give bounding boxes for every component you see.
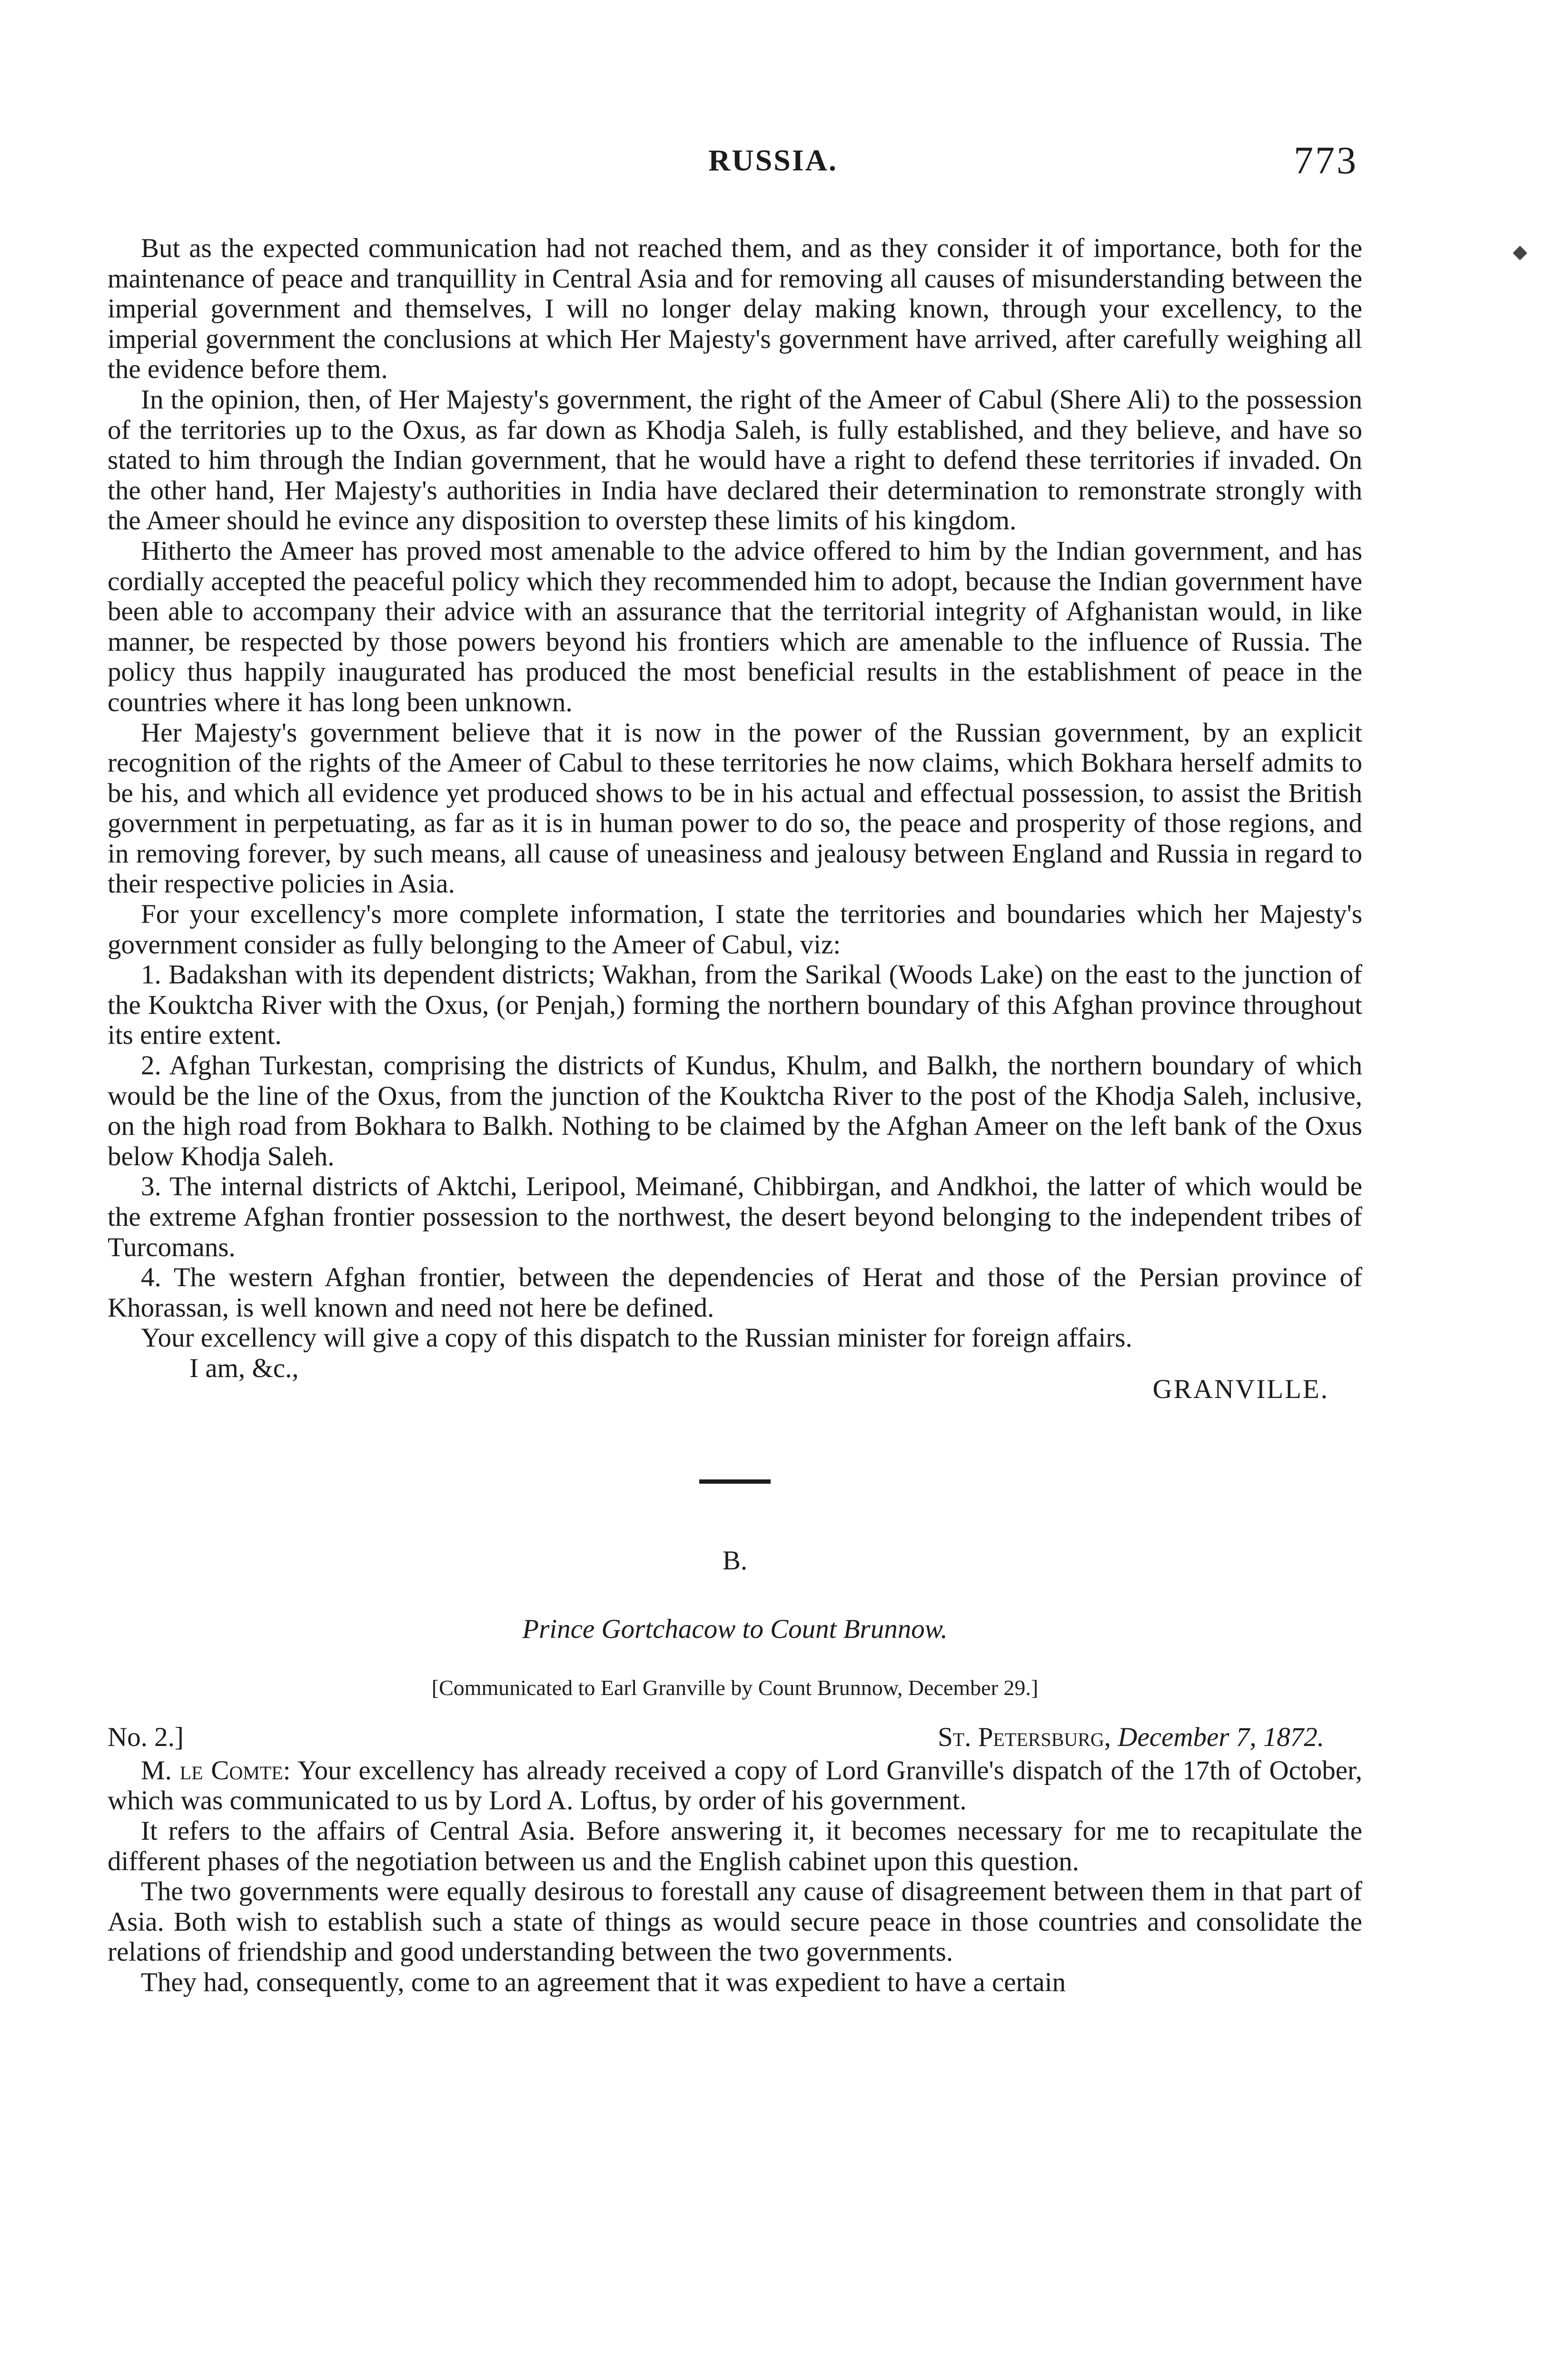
salutation: I am, &c., [189,1353,299,1383]
section-divider [699,1479,771,1484]
paragraph: Hitherto the Ameer has proved most amenable to the advice offered to him by the Indian government, and has cordially accepted the peaceful policy which they recommended him to adopt, because the Indian government have been able to accompany their advice with an assurance that the territorial integrity of Afghanistan would, in like manner, be respected by those powers beyond his frontiers which are amenable to the influence of Russia. The policy thus happily inaugurated has produced the most beneficial results in the establishment of peace in the countries where it has long been unknown. [108,536,1362,717]
place-date [938,1722,1324,1753]
paragraph: They had, consequently, come to an agreement that it was expedient to have a certain [141,1967,1066,1997]
salutation-opening: M. le Comte [141,1755,283,1785]
running-head: RUSSIA. [708,143,838,177]
signature: GRANVILLE. [1152,1374,1329,1404]
dateline [108,1722,1362,1755]
list-item: 3. The internal districts of Aktchi, Leripool, Meimané, Chibbirgan, and Andkhoi, the latter of which would be the extreme Afghan frontier possession to the northwest, the desert beyond belonging to the independent tribes of Turcomans. [108,1171,1362,1262]
page-number: 773 [1294,139,1358,182]
list-item: 1. Badakshan with its dependent districts; Wakhan, from the Sarikal (Woods Lake) on the east to the junction of the Kouktcha River with the Oxus, (or Penjah,) forming the northern boundary of this Afghan province throughout its entire extent. [108,960,1362,1051]
paragraph [108,1755,1362,1816]
paragraph: It refers to the affairs of Central Asia. Before answering it, it becomes necessary for me to recapitulate the different phases of the negotiation between us and the English cabinet upon this question. [108,1815,1362,1876]
paragraph: But as the expected communication had not reached them, and as they consider it of importance, both for the maintenance of peace and tranquillity in Central Asia and for removing all causes of misunderstanding between the imperial government and themselves, I will no longer delay making known, through your excellency, to the imperial government the conclusions at which Her Majesty's government have arrived, after carefully weighing all the evidence before them. [108,233,1362,385]
paragraph-text: : Your excellency has already received a copy of Lord Granville's dispatch of the 17th of October, which was communicated to us by Lord A. Loftus, by order of his government. [108,1755,1362,1816]
paragraph: For your excellency's more complete information, I state the territories and boundaries which her Majesty's government consider as fully belonging to the Ameer of Cabul, viz: [108,899,1362,960]
body-text [108,233,1362,1998]
dispatch-number: No. 2.] [108,1722,184,1752]
communication-note: [Communicated to Earl Granville by Count Brunnow, December 29.] [431,1676,1039,1700]
paragraph: Her Majesty's government believe that it is now in the power of the Russian government, by an explicit recognition of the rights of the Ameer of Cabul to these territories he now claims, which Bokhara herself admits to be his, and which all evidence yet produced shows to be in his actual and effectual possession, to assist the British government in perpetuating, as far as it is in human power to do so, the peace and prosperity of those regions, and in removing forever, by such means, all cause of uneasiness and jealousy between England and Russia in regard to their respective policies in Asia. [108,717,1362,899]
letter-title: Prince Gortchacow to Count Brunnow. [522,1614,948,1644]
date: December 7, 1872. [1118,1722,1324,1752]
paragraph: The two governments were equally desirous to forestall any cause of disagreement between them in that part of Asia. Both wish to establish such a state of things as would secure peace in those countries and consolidate the relations of friendship and good understanding between the two governments. [108,1876,1362,1967]
page-header [0,138,1546,190]
place: St. Petersburg, [938,1722,1111,1752]
section-letter: B. [722,1545,748,1576]
list-item: 2. Afghan Turkestan, comprising the districts of Kundus, Khulm, and Balkh, the northern boundary of which would be the line of the Oxus, from the junction of the Kouktcha River to the post of the Khodja Saleh, inclusive, on the high road from Bokhara to Balkh. Nothing to be claimed by the Afghan Ameer on the left bank of the Oxus below Khodja Saleh. [108,1051,1362,1171]
list-item: 4. The western Afghan frontier, between the dependencies of Herat and those of the Persian province of Khorassan, is well known and need not here be defined. [108,1262,1362,1323]
closing [108,1353,1362,1406]
margin-mark: ◆ [1513,241,1527,262]
paragraph: In the opinion, then, of Her Majesty's government, the right of the Ameer of Cabul (Shere Ali) to the possession of the territories up to the Oxus, as far down as Khodja Saleh, is fully established, and they believe, and have so stated to him through the Indian government, that he would have a right to defend these territories if invaded. On the other hand, Her Majesty's authorities in India have declared their determination to remonstrate strongly with the Ameer should he evince any disposition to overstep these limits of his kingdom. [108,384,1362,536]
paragraph: Your excellency will give a copy of this dispatch to the Russian minister for foreign affairs. [141,1323,1132,1353]
